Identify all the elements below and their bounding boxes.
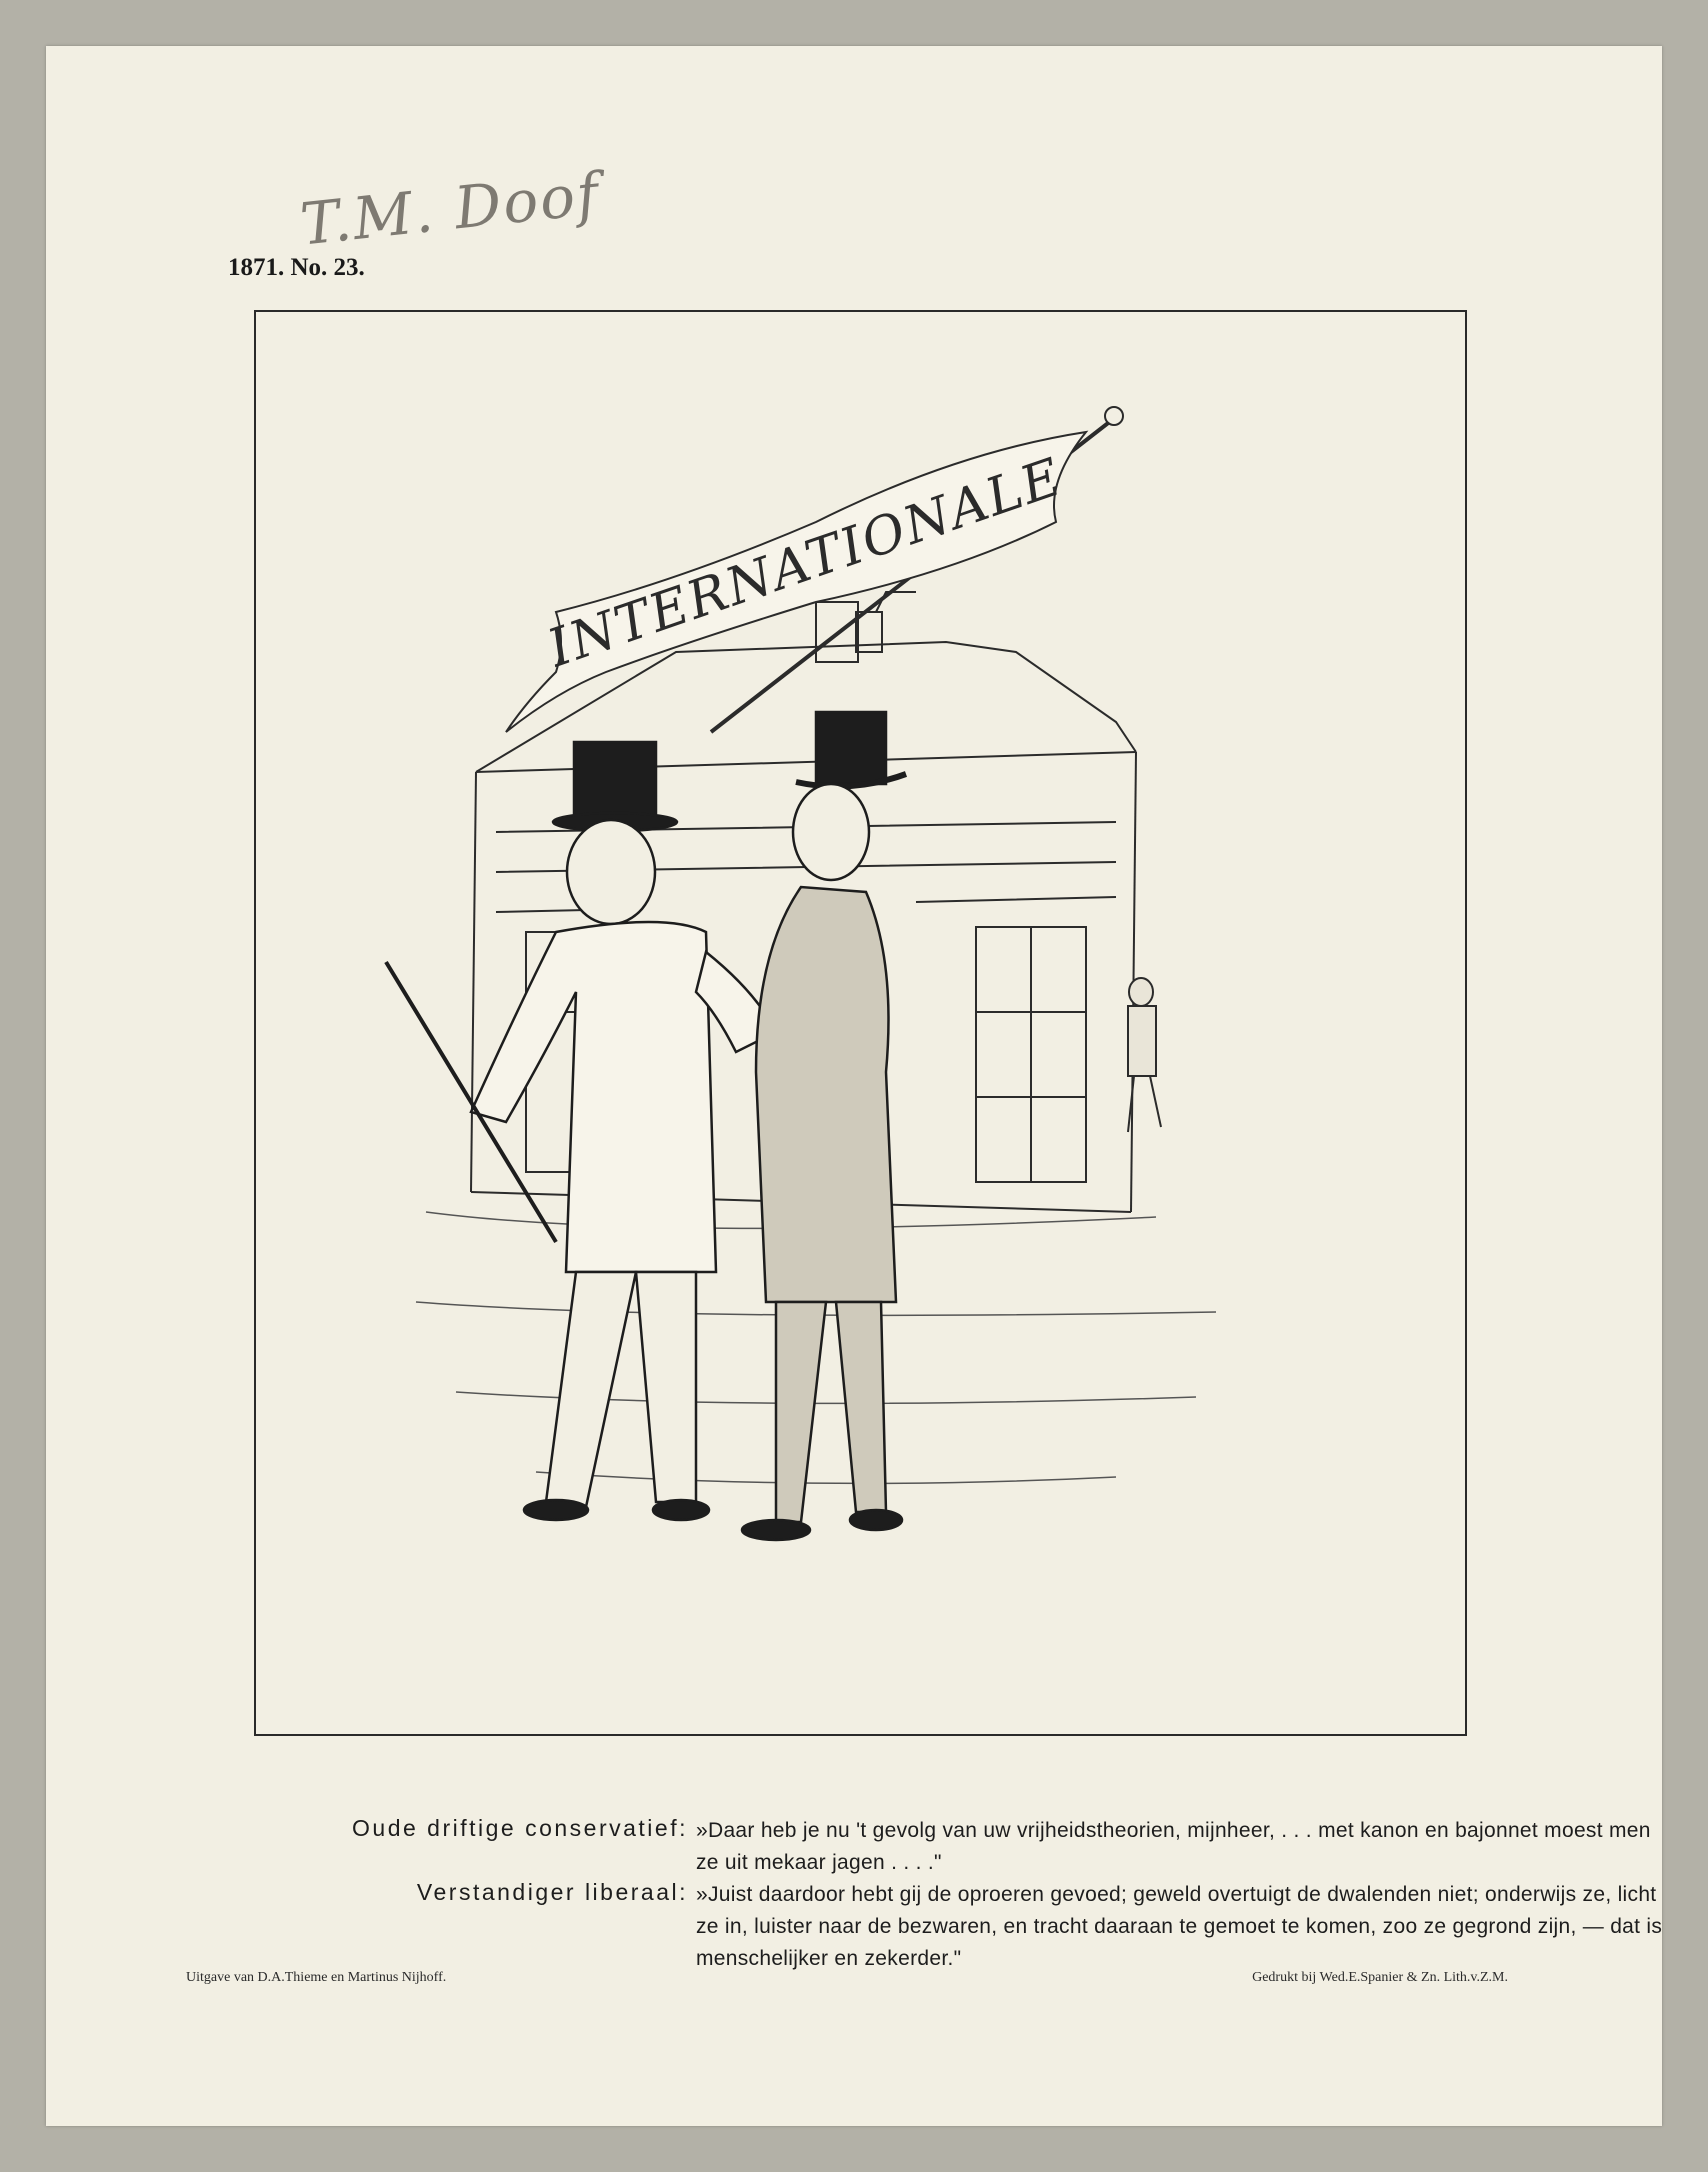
caption-row [164,1879,1663,1975]
conservative-figure [386,742,776,1520]
caption-block [164,1815,1663,1975]
cartoon-illustration [256,312,1465,1734]
speaker-quote: »Juist daardoor hebt gij de oproeren gevoed; geweld overtuigt de dwalenden niet; onderwijs ze, licht ze in, luister naar de bezwaren, en tracht daaraan te gemoet te komen, zoo ze gegrond zijn, — dat is menschelijker en zekerder." [696,1883,1663,1970]
liberal-figure [742,712,906,1540]
flag-text: INTERNATIONALE [540,446,1071,680]
printer-credit: Gedrukt bij Wed.E.Spanier & Zn. Lith.v.Z.M. [1252,1970,1508,1985]
illustration-frame [254,310,1467,1736]
caption-row [164,1815,1651,1879]
issue-number: 1871. No. 23. [228,254,365,281]
speaker-label: Oude driftige conservatief: [352,1815,688,1841]
speaker-label: Verstandiger liberaal: [416,1879,688,1905]
speaker-quote: »Daar heb je nu 't gevolg van uw vrijheidstheorien, mijnheer, . . . met kanon en bajonnet moest men ze uit mekaar jagen . . . ." [696,1819,1651,1874]
internationale-flag [506,407,1123,732]
publisher-credit: Uitgave van D.A.Thieme en Martinus Nijhoff. [186,1970,447,1985]
handwritten-annotation: T.M. Doof [297,159,604,259]
